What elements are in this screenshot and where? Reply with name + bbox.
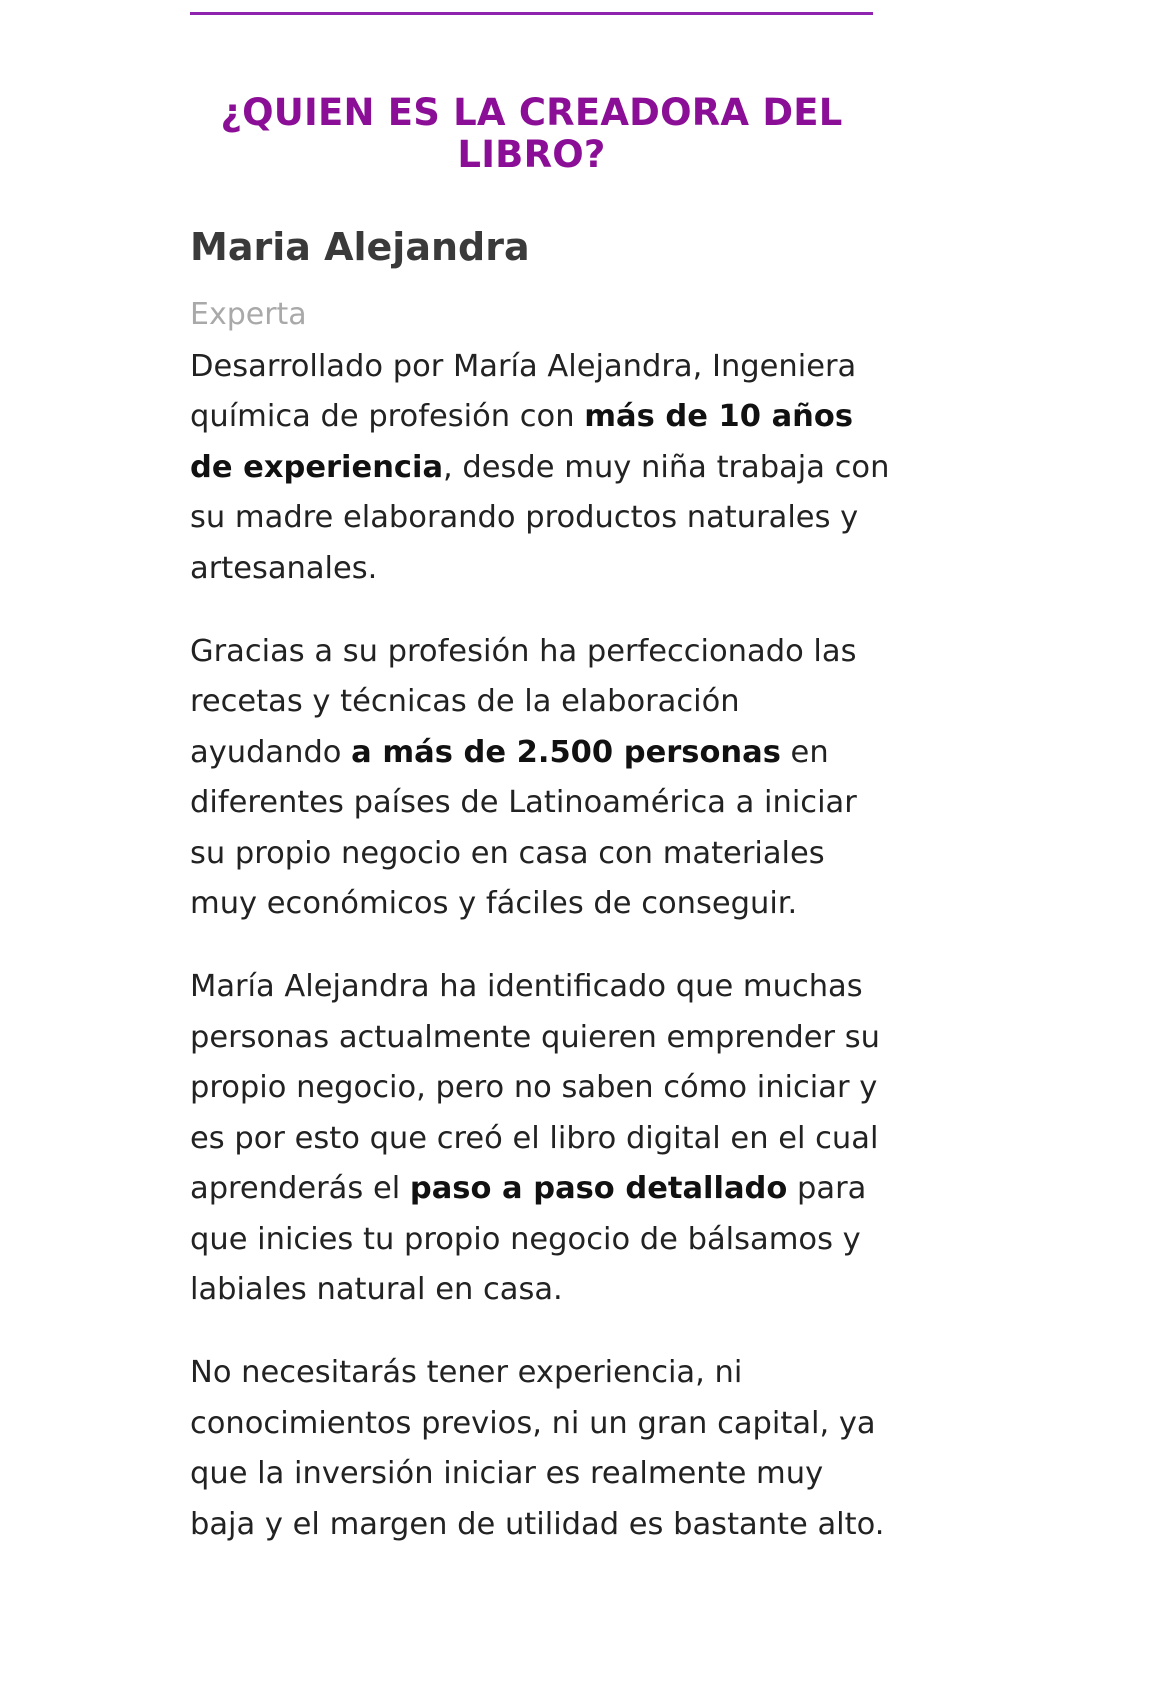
section-title: ¿QUIEN ES LA CREADORA DEL LIBRO? [220, 91, 843, 176]
bio-paragraph: No necesitarás tener experiencia, ni conocimientos previos, ni un gran capital, ya que la inversión iniciar es realmente muy baja y el margen de utilidad es bastante alto. [190, 1355, 885, 1542]
bio-text: , desde muy niña trabaja con su madre elaborando productos naturales y artesanales. [190, 449, 890, 586]
bio-highlight: más de 10 años de experiencia [190, 399, 853, 485]
bio-text: María Alejandra ha identificado que muchas personas actualmente quieren emprender su propio negocio, pero no saben cómo iniciar y es por esto que creó el libro digital en el cual aprenderás el [190, 969, 880, 1207]
bio-paragraph [190, 627, 890, 929]
bio-paragraph [190, 342, 890, 594]
bio-text: Desarrollado por María Alejandra, Ingeniera química de profesión con [190, 349, 857, 435]
bio-highlight: a más de 2.500 personas [351, 734, 781, 770]
author-bio [190, 342, 890, 1583]
bio-text: para que inicies tu propio negocio de bálsamos y labiales natural en casa. [190, 1171, 867, 1307]
section-divider [190, 12, 873, 15]
author-role: Experta [190, 297, 307, 332]
bio-text: Gracias a su profesión ha perfeccionado las recetas y técnicas de la elaboración ayudando [190, 634, 857, 770]
author-name: Maria Alejandra [190, 225, 530, 269]
bio-paragraph [190, 962, 890, 1315]
bio-highlight: paso a paso detallado [409, 1171, 788, 1207]
bio-text: en diferentes países de Latinoamérica a iniciar su propio negocio en casa con materiales muy económicos y fáciles de conseguir. [190, 734, 857, 922]
